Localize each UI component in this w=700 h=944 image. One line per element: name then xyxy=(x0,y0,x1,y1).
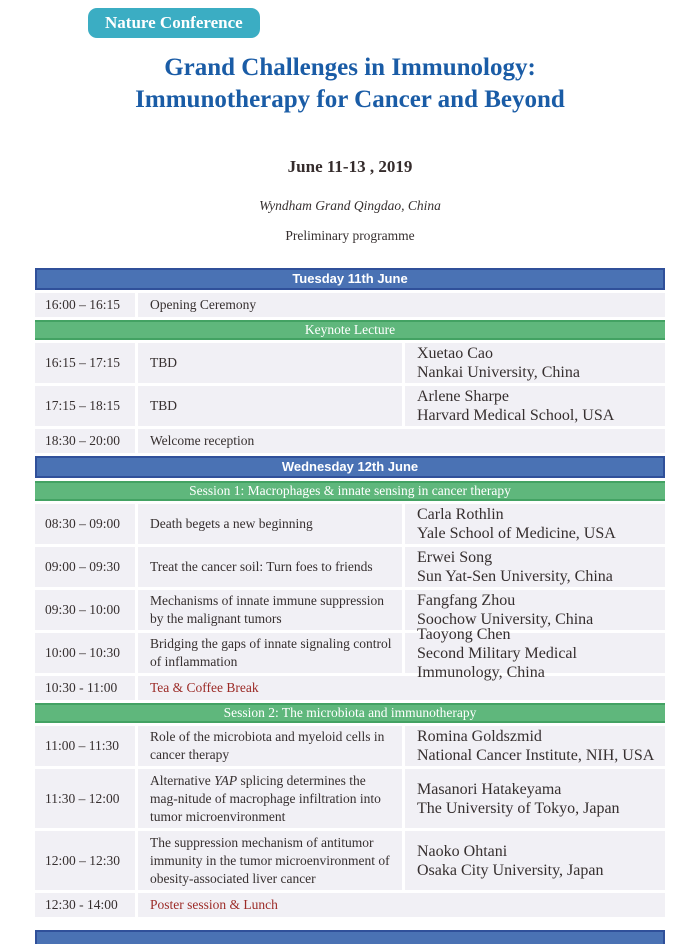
page-title-line1: Grand Challenges in Immunology: xyxy=(164,54,536,81)
speaker-name: Romina Goldszmid xyxy=(417,728,542,745)
talk-title-text: Alternative YAP splicing determines the mag-nitude of macrophage infiltration into tumor microenvironment xyxy=(150,772,381,824)
time-cell: 09:30 – 10:00 xyxy=(35,590,138,630)
time-cell: 12:30 - 14:00 xyxy=(35,893,138,917)
speaker-cell xyxy=(405,343,665,383)
schedule-row-poster-lunch xyxy=(35,893,665,917)
speaker-cell xyxy=(405,386,665,426)
speaker-affiliation: Soochow University, China xyxy=(417,611,594,628)
session-header-1: Session 1: Macrophages & innate sensing in cancer therapy xyxy=(35,481,665,501)
schedule-row-ohtani xyxy=(35,831,665,890)
speaker-affiliation: Yale School of Medicine, USA xyxy=(417,525,616,542)
session-header-keynote: Keynote Lecture xyxy=(35,320,665,340)
day-header-tuesday: Tuesday 11th June xyxy=(35,268,665,290)
schedule-row-rothlin xyxy=(35,504,665,544)
speaker-affiliation: Second Military Medical Immunology, China xyxy=(417,644,577,681)
speaker-name: Arlene Sharpe xyxy=(417,388,509,405)
time-cell: 11:30 – 12:00 xyxy=(35,769,138,828)
speaker-name: Naoko Ohtani xyxy=(417,842,508,860)
talk-title: Death begets a new beginning xyxy=(138,504,405,544)
time-cell: 12:00 – 12:30 xyxy=(35,831,138,890)
talk-title: TBD xyxy=(138,386,405,426)
speaker-cell xyxy=(405,625,665,681)
speaker-cell xyxy=(405,831,665,890)
schedule-row-welcome xyxy=(35,429,665,453)
talk-title: Mechanisms of innate immune suppression by the malignant tumors xyxy=(138,590,405,630)
day-header-cutoff xyxy=(35,930,665,944)
talk-title: Bridging the gaps of innate signaling control of inflammation xyxy=(138,633,405,673)
talk-title: Opening Ceremony xyxy=(150,297,257,312)
speaker-cell xyxy=(405,504,665,544)
schedule-row-hatakeyama xyxy=(35,769,665,828)
speaker-affiliation: The University of Tokyo, Japan xyxy=(417,799,620,817)
time-cell: 10:00 – 10:30 xyxy=(35,633,138,673)
break-label: Poster session & Lunch xyxy=(150,897,278,912)
schedule-row-keynote-1 xyxy=(35,343,665,383)
schedule-table xyxy=(35,268,665,920)
session-header-2: Session 2: The microbiota and immunotherapy xyxy=(35,703,665,723)
speaker-affiliation: Sun Yat-Sen University, China xyxy=(417,568,613,585)
speaker-name: Taoyong Chen xyxy=(417,625,511,643)
speaker-affiliation: Harvard Medical School, USA xyxy=(417,407,615,424)
schedule-row-goldszmid xyxy=(35,726,665,766)
schedule-row-opening xyxy=(35,293,665,317)
speaker-affiliation: Osaka City University, Japan xyxy=(417,861,604,879)
schedule-row-tea-break xyxy=(35,676,665,700)
time-cell: 17:15 – 18:15 xyxy=(35,386,138,426)
speaker-affiliation: National Cancer Institute, NIH, USA xyxy=(417,747,655,764)
schedule-row-song xyxy=(35,547,665,587)
speaker-name: Xuetao Cao xyxy=(417,345,493,362)
conference-dates: June 11-13 , 2019 xyxy=(287,157,413,176)
break-label: Tea & Coffee Break xyxy=(150,680,259,695)
speaker-affiliation: Nankai University, China xyxy=(417,364,580,381)
speaker-cell xyxy=(405,547,665,587)
time-cell: 16:15 – 17:15 xyxy=(35,343,138,383)
time-cell: 18:30 – 20:00 xyxy=(35,429,138,453)
day-header-wednesday: Wednesday 12th June xyxy=(35,456,665,478)
speaker-name: Carla Rothlin xyxy=(417,506,504,523)
time-cell: 16:00 – 16:15 xyxy=(35,293,138,317)
time-cell: 11:00 – 11:30 xyxy=(35,726,138,766)
talk-title xyxy=(138,769,405,828)
talk-title: TBD xyxy=(138,343,405,383)
schedule-row-keynote-2 xyxy=(35,386,665,426)
talk-title: Treat the cancer soil: Turn foes to friends xyxy=(138,547,405,587)
programme-note: Preliminary programme xyxy=(285,228,415,243)
time-cell: 08:30 – 09:00 xyxy=(35,504,138,544)
speaker-cell xyxy=(405,769,665,828)
talk-title: The suppression mechanism of antitumor immunity in the tumor microenvironment of obesity-associated liver cancer xyxy=(138,831,405,890)
speaker-cell xyxy=(405,726,665,766)
talk-title: Role of the microbiota and myeloid cells in cancer therapy xyxy=(138,726,405,766)
page-title xyxy=(0,52,700,116)
time-cell: 09:00 – 09:30 xyxy=(35,547,138,587)
time-cell: 10:30 - 11:00 xyxy=(35,676,138,700)
speaker-name: Erwei Song xyxy=(417,549,493,566)
gene-name-italic: YAP xyxy=(214,772,238,788)
talk-title: Welcome reception xyxy=(150,433,255,448)
conference-venue: Wyndham Grand Qingdao, China xyxy=(259,198,441,213)
speaker-name: Fangfang Zhou xyxy=(417,592,516,609)
page-title-line2: Immunotherapy for Cancer and Beyond xyxy=(135,86,565,113)
speaker-name: Masanori Hatakeyama xyxy=(417,780,562,798)
schedule-row-chen xyxy=(35,625,665,681)
conference-badge: Nature Conference xyxy=(88,8,260,38)
